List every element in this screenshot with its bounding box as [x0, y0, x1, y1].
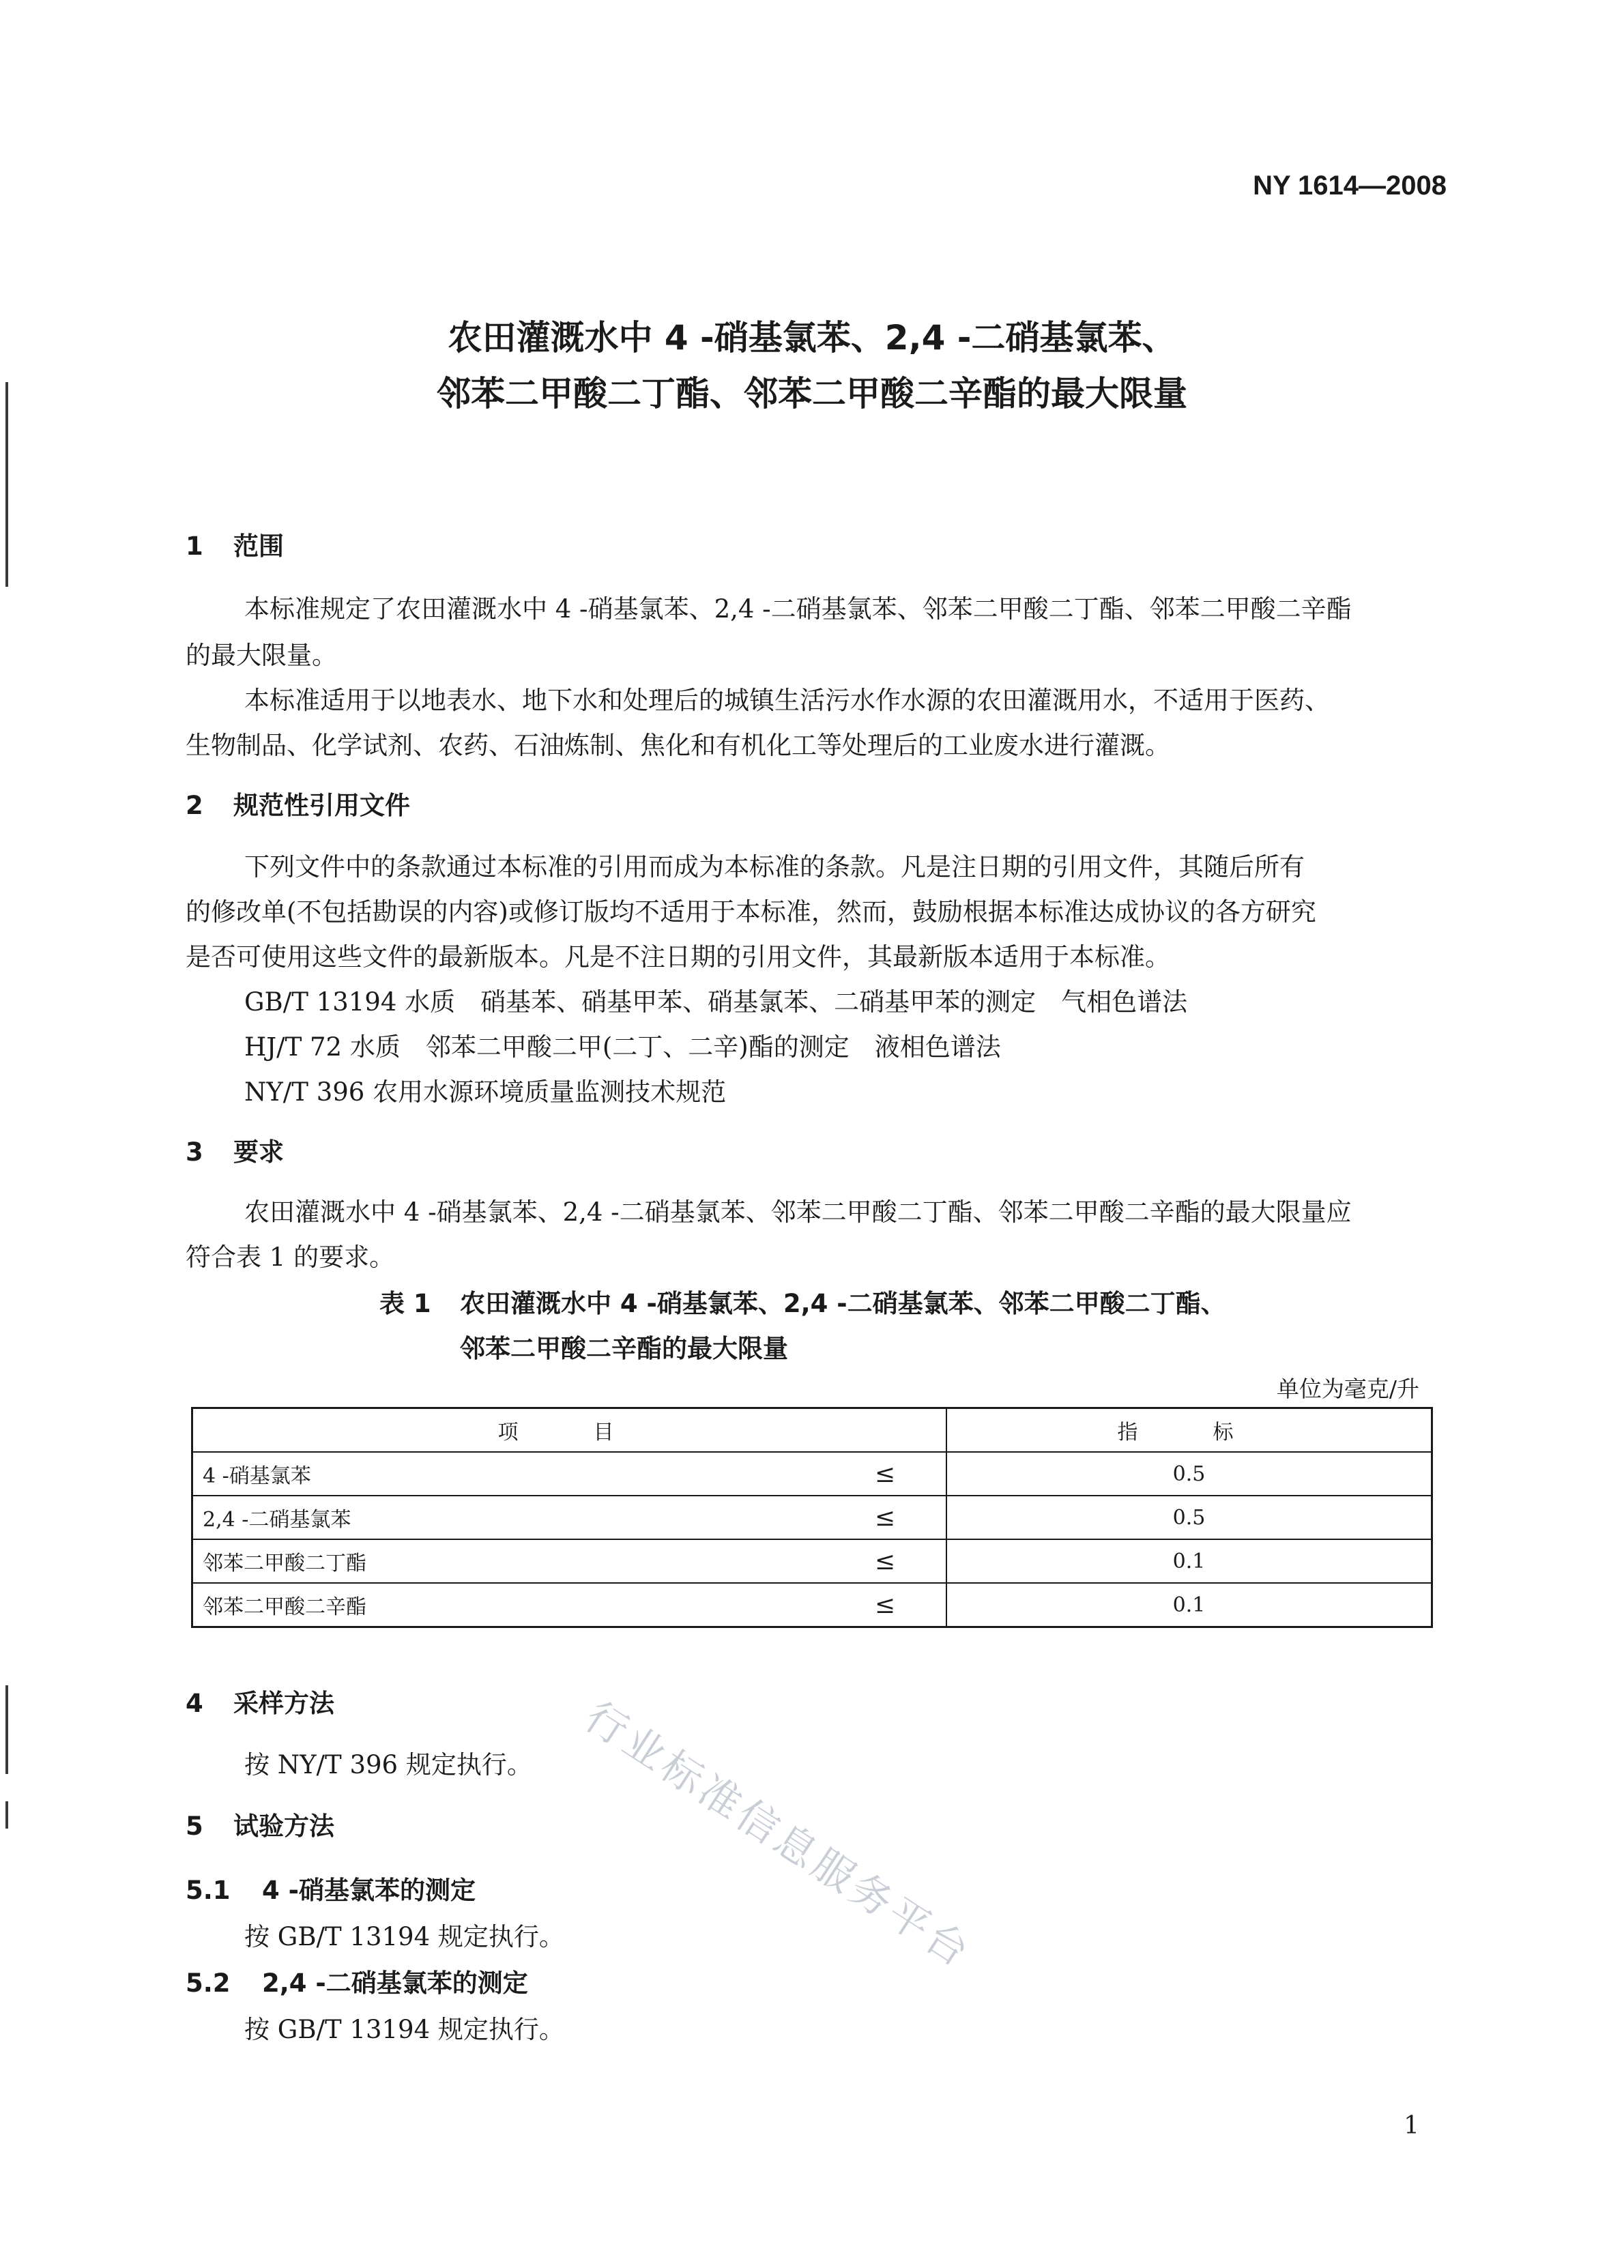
section-3-heading [186, 1131, 284, 1168]
section-title: 要求 [233, 1137, 284, 1167]
subsection-title: 2,4 -二硝基氯苯的测定 [262, 1968, 528, 1998]
paragraph-line: 符合表 1 的要求。 [186, 1242, 395, 1272]
subsection-5-1-heading [186, 1870, 476, 1906]
section-title: 试验方法 [233, 1812, 334, 1841]
paragraph-line: 的修改单(不包括勘误的内容)或修订版均不适用于本标准，然而，鼓励根据本标准达成协议的各方研究 [186, 897, 1316, 927]
document-title-line-1: 农田灌溉水中 4 -硝基氯苯、2,4 -二硝基氯苯、 [448, 318, 1176, 358]
limits-table [191, 1407, 1433, 1628]
paragraph-line: 农田灌溉水中 4 -硝基氯苯、2,4 -二硝基氯苯、邻苯二甲酸二丁酯、邻苯二甲酸二辛酯的最大限量应 [244, 1197, 1352, 1227]
limit-value: 0.5 [946, 1452, 1432, 1496]
paragraph-line: 本标准规定了农田灌溉水中 4 -硝基氯苯、2,4 -二硝基氯苯、邻苯二甲酸二丁酯、邻苯二甲酸二辛酯 [244, 594, 1352, 624]
section-5-heading [186, 1805, 334, 1842]
section-number: 3 [186, 1137, 203, 1167]
watermark: 行业标准信息服务平台 [576, 1692, 981, 1979]
comparison-symbol: ≤ [874, 1503, 895, 1532]
item-name: 2,4 -二硝基氯苯 [203, 1508, 351, 1532]
table-row [192, 1452, 1432, 1496]
section-2-heading [186, 785, 410, 822]
table-caption-label: 表 1 [379, 1289, 431, 1318]
paragraph-line: 按 NY/T 396 规定执行。 [244, 1750, 532, 1779]
comparison-symbol: ≤ [874, 1547, 895, 1575]
paragraph-line: 按 GB/T 13194 规定执行。 [244, 1922, 564, 1951]
section-number: 2 [186, 791, 203, 820]
table-row [192, 1496, 1432, 1539]
section-4-heading [186, 1683, 334, 1719]
scan-edge-mark [5, 1801, 8, 1829]
normative-reference: NY/T 396 农用水源环境质量监测技术规范 [244, 1077, 727, 1107]
section-number: 4 [186, 1689, 203, 1718]
page-number: 1 [1404, 2112, 1419, 2140]
standard-number: NY 1614—2008 [1253, 171, 1447, 201]
subsection-number: 5.2 [186, 1968, 231, 1998]
comparison-symbol: ≤ [874, 1590, 895, 1619]
scan-edge-mark [5, 1685, 8, 1774]
limit-value: 0.5 [946, 1496, 1432, 1539]
table-caption-line-2: 邻苯二甲酸二辛酯的最大限量 [460, 1334, 788, 1363]
paragraph-line: 生物制品、化学试剂、农药、石油炼制、焦化和有机化工等处理后的工业废水进行灌溉。 [186, 731, 1170, 760]
limit-value: 0.1 [946, 1583, 1432, 1627]
section-number: 1 [186, 532, 203, 561]
subsection-number: 5.1 [186, 1876, 231, 1905]
section-title: 采样方法 [233, 1689, 334, 1718]
item-name: 邻苯二甲酸二丁酯 [203, 1552, 366, 1575]
paragraph-line: 的最大限量。 [186, 641, 337, 670]
paragraph-line: 本标准适用于以地表水、地下水和处理后的城镇生活污水作水源的农田灌溉用水，不适用于医药、 [244, 686, 1330, 715]
table-unit: 单位为毫克/升 [1276, 1376, 1419, 1402]
header-limit: 指 标 [946, 1408, 1432, 1453]
header-item: 项 目 [192, 1408, 947, 1453]
section-title: 规范性引用文件 [233, 791, 410, 820]
limit-value: 0.1 [946, 1539, 1432, 1583]
comparison-symbol: ≤ [874, 1459, 895, 1488]
table-caption-line-1: 农田灌溉水中 4 -硝基氯苯、2,4 -二硝基氯苯、邻苯二甲酸二丁酯、 [460, 1289, 1226, 1318]
document-title-line-2: 邻苯二甲酸二丁酯、邻苯二甲酸二辛酯的最大限量 [437, 374, 1187, 413]
table-row [192, 1539, 1432, 1583]
section-title: 范围 [233, 532, 284, 561]
paragraph-line: 按 GB/T 13194 规定执行。 [244, 2015, 564, 2044]
section-number: 5 [186, 1812, 203, 1841]
subsection-5-2-heading [186, 1962, 528, 1999]
item-name: 邻苯二甲酸二辛酯 [203, 1595, 366, 1619]
paragraph-line: 是否可使用这些文件的最新版本。凡是不注日期的引用文件，其最新版本适用于本标准。 [186, 942, 1170, 972]
table-header-row [192, 1408, 1432, 1453]
paragraph-line: 下列文件中的条款通过本标准的引用而成为本标准的条款。凡是注日期的引用文件，其随后所有 [244, 852, 1305, 882]
item-name: 4 -硝基氯苯 [203, 1464, 311, 1488]
section-1-heading [186, 525, 284, 562]
normative-reference: GB/T 13194 水质 硝基苯、硝基甲苯、硝基氯苯、二硝基甲苯的测定 气相色谱法 [244, 987, 1188, 1017]
normative-reference: HJ/T 72 水质 邻苯二甲酸二甲(二丁、二辛)酯的测定 液相色谱法 [244, 1032, 1001, 1062]
subsection-title: 4 -硝基氯苯的测定 [262, 1876, 476, 1905]
table-row [192, 1583, 1432, 1627]
